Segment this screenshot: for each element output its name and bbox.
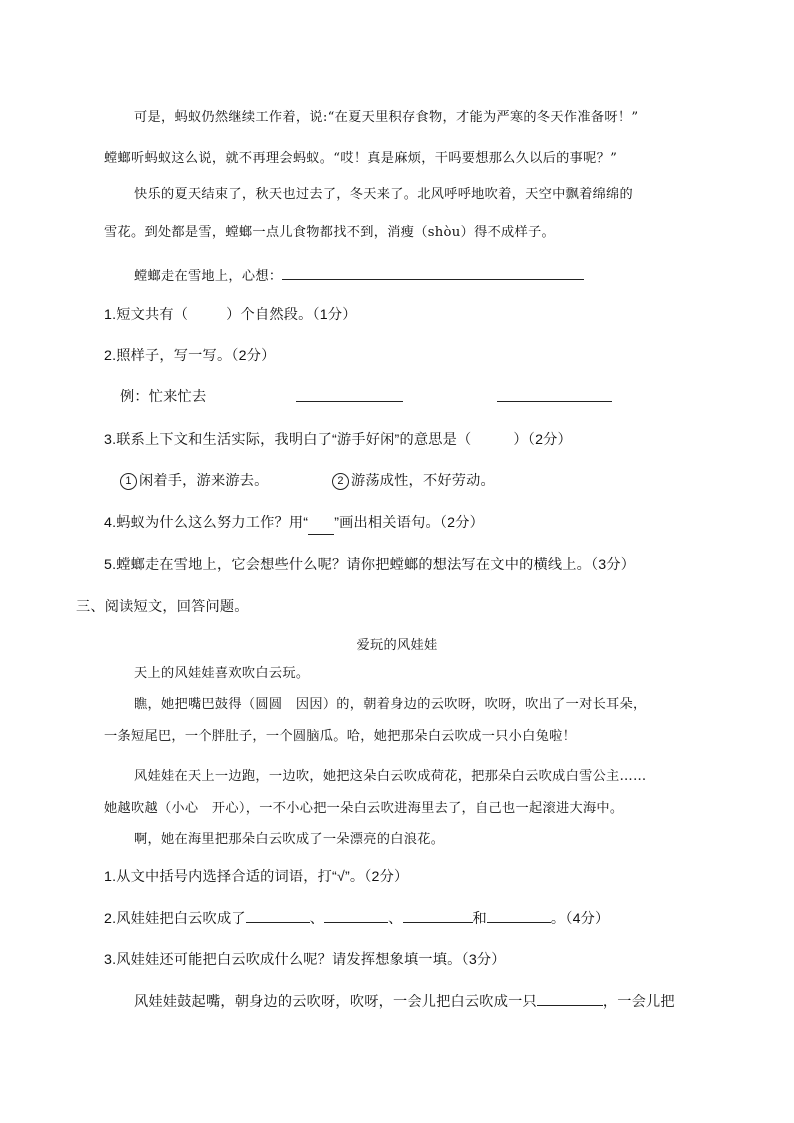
question-1-3-text-b: ）（2分） (513, 432, 572, 448)
question-3-3: 3.风娃娃还可能把白云吹成什么呢？请发挥想象填一填。（3分） (104, 952, 506, 968)
underline-sample (308, 512, 334, 535)
question-1-1 (104, 304, 357, 326)
option-2-text: 游荡成性，不好劳动。 (351, 473, 495, 489)
question-3-3-fill-row (134, 990, 675, 1013)
question-3-1: 1.从文中括号内选择合适的词语，打“√”。（2分） (104, 869, 409, 885)
separator-2: 、 (388, 911, 403, 927)
question-1-3-text-a: 3.联系上下文和生活实际，我明白了“游手好闲”的意思是（ (104, 432, 472, 448)
fill-sentence-b: ，一会儿把 (602, 994, 675, 1010)
question-1-2-example-row (120, 386, 206, 408)
question-1-4-text-b: ”画出相关语句。（2分） (334, 515, 484, 531)
passage2-paragraph-2a: 瞧，她把嘴巴鼓得（圆圆 因因）的，朝着身边的云吹呀，吹呀，吹出了一对长耳朵， (134, 697, 647, 712)
question-1-5: 5.螳螂走在雪地上，它会想些什么呢？请你把螳螂的想法写在文中的横线上。（3分） (104, 557, 636, 573)
question-1-2-example: 例：忙来忙去 (120, 389, 207, 405)
conjunction-and: 和 (472, 911, 487, 927)
cloud-shape-blank-1[interactable] (246, 907, 310, 923)
circled-number-2: 2 (332, 473, 349, 490)
example-answer-blank-1[interactable] (296, 386, 403, 409)
passage2-paragraph-1: 天上的风娃娃喜欢吹白云玩。 (134, 666, 310, 681)
question-3-2-end: 。（4分） (550, 911, 610, 927)
separator-1: 、 (309, 911, 325, 927)
question-1-4 (104, 512, 484, 535)
question-1-1-text-a: 1.短文共有（ (104, 307, 189, 323)
question-1-3-option-1[interactable] (120, 470, 269, 492)
cloud-shape-blank-4[interactable] (487, 907, 551, 923)
passage1-paragraph-2: 螳螂听蚂蚁这么说，就不再理会蚂蚁。“哎！真是麻烦，干吗要想那么久以后的事呢？” (104, 151, 618, 166)
passage1-paragraph-1: 可是，蚂蚁仍然继续工作着，说:“在夏天里积存食物，才能为严寒的冬天作准备呀！” (134, 110, 639, 125)
passage1-paragraph-4 (134, 264, 584, 288)
question-3-2-text: 2.风娃娃把白云吹成了 (104, 911, 246, 927)
passage-2-title: 爱玩的风娃娃 (356, 638, 438, 653)
circled-number-1: 1 (120, 473, 137, 490)
thought-answer-blank[interactable] (282, 264, 584, 280)
passage1-paragraph-3a: 快乐的夏天结束了，秋天也过去了，冬天来了。北风呼呼地吹着，天空中飘着绵绵的 (134, 187, 634, 202)
question-3-2 (104, 907, 609, 930)
passage2-paragraph-3b: 她越吹越（小心 开心），一不小心把一朵白云吹进海里去了，自己也一起滚进大海中。 (104, 801, 624, 816)
section-3-heading: 三、阅读短文，回答问题。 (76, 599, 249, 615)
cloud-shape-blank-3[interactable] (403, 907, 473, 923)
cloud-shape-blank-2[interactable] (324, 907, 388, 923)
question-1-2: 2.照样子，写一写。（2分） (104, 348, 276, 364)
passage2-paragraph-2b: 一条短尾巴，一个胖肚子，一个圆脑瓜。哈，她把那朵白云吹成一只小白兔啦！ (104, 729, 577, 744)
question-1-3-option-2[interactable] (332, 470, 495, 492)
passage2-paragraph-3a: 风娃娃在天上一边跑，一边吹，她把这朵白云吹成荷花，把那朵白云吹成白雪公主…… (134, 769, 647, 784)
question-1-3 (104, 429, 572, 451)
question-1-4-text-a: 4.蚂蚁为什么这么努力工作？用“ (104, 515, 309, 531)
passage2-paragraph-4: 啊，她在海里把那朵白云吹成了一朵漂亮的白浪花。 (134, 832, 445, 847)
passage1-paragraph-4-text: 螳螂走在雪地上，心想： (134, 269, 283, 284)
fill-sentence-a: 风娃娃鼓起嘴，朝身边的云吹呀，吹呀，一会儿把白云吹成一只 (134, 994, 537, 1010)
imagination-blank-1[interactable] (537, 990, 603, 1006)
passage1-paragraph-3b: 雪花。到处都是雪，螳螂一点儿食物都找不到，消瘦（shòu）得不成样子。 (104, 225, 556, 240)
example-answer-blank-2[interactable] (497, 386, 612, 409)
question-1-1-text-b: ）个自然段。（1分） (226, 307, 357, 323)
option-1-text: 闲着手，游来游去。 (139, 473, 269, 489)
